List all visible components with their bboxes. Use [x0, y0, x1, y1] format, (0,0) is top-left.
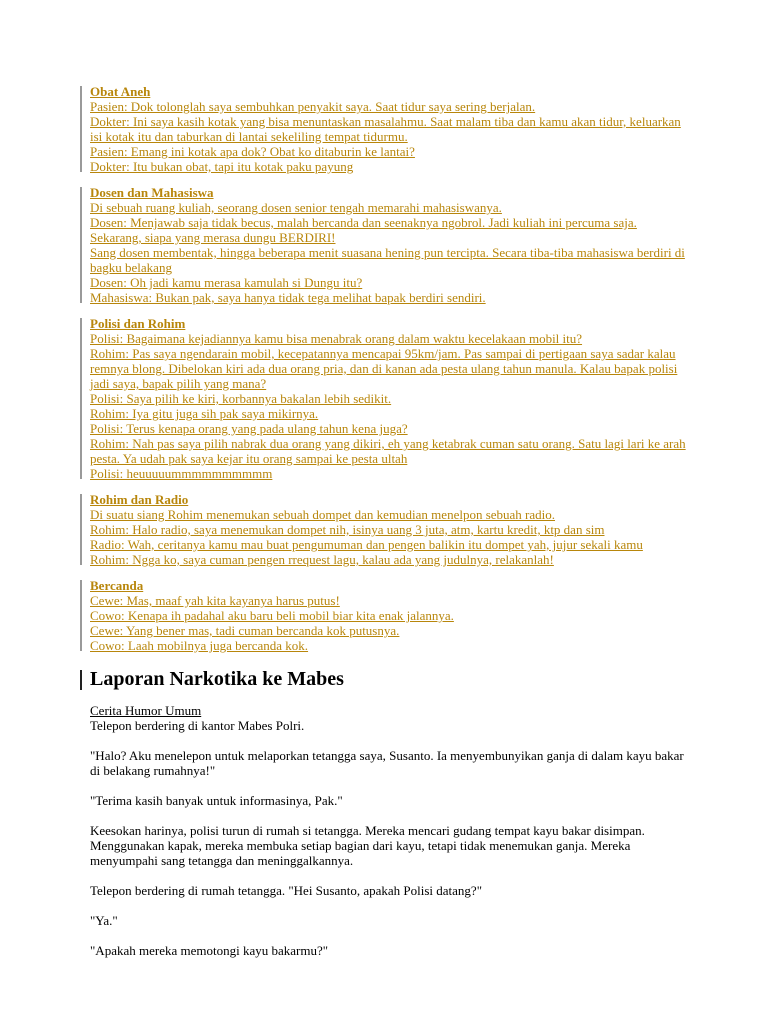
dialog-line[interactable]: Dosen: Oh jadi kamu merasa kamulah si Dungu itu?	[90, 275, 363, 290]
dialog-line[interactable]: Dosen: Menjawab saja tidak becus, malah bercanda dan seenaknya ngobrol. Jadi kuliah ini percuma saja. Sekarang, siapa yang merasa dungu BERDIRI!	[90, 215, 637, 245]
dialog-line[interactable]: Rohim: Ngga ko, saya cuman pengen rrequest lagu, kalau ada yang judulnya, relakanlah!	[90, 552, 554, 567]
joke-section-bercanda	[78, 578, 688, 653]
dialog-line[interactable]: Di suatu siang Rohim menemukan sebuah dompet dan kemudian menelpon sebuah radio.	[90, 507, 556, 522]
section-title[interactable]: Polisi dan Rohim	[90, 316, 186, 331]
dialog-line[interactable]: Cewe: Mas, maaf yah kita kayanya harus putus!	[90, 593, 340, 608]
article-paragraph: Telepon berdering di kantor Mabes Polri.	[90, 718, 305, 733]
dialog-line[interactable]: Rohim: Nah pas saya pilih nabrak dua orang yang dikiri, eh yang ketabrak cuman satu orang. Satu lagi lari ke arah pesta. Ya udah pak saya kejar itu orang sampai ke pesta ultah	[90, 436, 686, 466]
document-page	[78, 84, 688, 973]
section-title[interactable]: Bercanda	[90, 578, 144, 593]
article-body	[78, 703, 688, 958]
dialog-line[interactable]: Cowo: Kenapa ih padahal aku baru beli mobil biar kita enak jalannya.	[90, 608, 454, 623]
article-paragraph: "Ya."	[90, 913, 118, 928]
dialog-line[interactable]: Pasien: Emang ini kotak apa dok? Obat ko ditaburin ke lantai?	[90, 144, 415, 159]
section-title[interactable]: Obat Aneh	[90, 84, 151, 99]
dialog-line[interactable]: Rohim: Halo radio, saya menemukan dompet nih, isinya uang 3 juta, atm, kartu kredit, ktp dan sim	[90, 522, 605, 537]
article-header	[78, 667, 688, 691]
joke-section-obat-aneh	[78, 84, 688, 174]
article-paragraph: "Terima kasih banyak untuk informasinya, Pak."	[90, 793, 343, 808]
article-paragraph: "Apakah mereka memotongi kayu bakarmu?"	[90, 943, 329, 958]
dialog-line[interactable]: Pasien: Dok tolonglah saya sembuhkan penyakit saya. Saat tidur saya sering berjalan.	[90, 99, 536, 114]
dialog-line[interactable]: Rohim: Pas saya ngendarain mobil, kecepatannya mencapai 95km/jam. Pas sampai di pertigaan saya sadar kalau remnya blong. Dibelokan kiri ada dua orang pria, dan di kanan ada pesta ulang tahun manula. Kalau bapak polisi jadi saya, bapak pilih yang mana?	[90, 346, 678, 391]
joke-section-polisi	[78, 316, 688, 481]
article-paragraph: "Halo? Aku menelepon untuk melaporkan tetangga saya, Susanto. Ia menyembunyikan ganja di dalam kayu bakar di belakang rumahnya!"	[90, 748, 684, 778]
dialog-line[interactable]: Mahasiswa: Bukan pak, saya hanya tidak tega melihat bapak berdiri sendiri.	[90, 290, 486, 305]
article-paragraph: Telepon berdering di rumah tetangga. "Hei Susanto, apakah Polisi datang?"	[90, 883, 483, 898]
dialog-line[interactable]: Cowo: Laah mobilnya juga bercanda kok.	[90, 638, 309, 653]
section-title[interactable]: Dosen dan Mahasiswa	[90, 185, 214, 200]
dialog-line[interactable]: Rohim: Iya gitu juga sih pak saya mikirnya.	[90, 406, 319, 421]
article-paragraph: Keesokan harinya, polisi turun di rumah si tetangga. Mereka mencari gudang tempat kayu bakar disimpan. Menggunakan kapak, mereka membuka setiap bagian dari kayu, tetapi tidak menemukan ganja. Mereka menyumpahi sang tetangga dan meninggalkannya.	[90, 823, 645, 868]
joke-section-dosen	[78, 185, 688, 305]
dialog-line[interactable]: Dokter: Itu bukan obat, tapi itu kotak paku payung	[90, 159, 354, 174]
dialog-line[interactable]: Polisi: Saya pilih ke kiri, korbannya bakalan lebih sedikit.	[90, 391, 392, 406]
section-title[interactable]: Rohim dan Radio	[90, 492, 189, 507]
article-category[interactable]: Cerita Humor Umum	[90, 703, 202, 718]
dialog-line[interactable]: Dokter: Ini saya kasih kotak yang bisa menuntaskan masalahmu. Saat malam tiba dan kamu akan tidur, keluarkan isi kotak itu dan taburkan di lantai sekeliling tempat tidurmu.	[90, 114, 681, 144]
dialog-line[interactable]: Polisi: Bagaimana kejadiannya kamu bisa menabrak orang dalam waktu kecelakaan mobil itu?	[90, 331, 583, 346]
dialog-line[interactable]: Cewe: Yang bener mas, tadi cuman bercanda kok putusnya.	[90, 623, 400, 638]
dialog-line[interactable]: Di sebuah ruang kuliah, seorang dosen senior tengah memarahi mahasiswanya.	[90, 200, 502, 215]
article-title: Laporan Narkotika ke Mabes	[90, 668, 344, 690]
joke-section-radio	[78, 492, 688, 567]
dialog-line[interactable]: Polisi: heuuuuummmmmmmmmm	[90, 466, 273, 481]
dialog-line[interactable]: Radio: Wah, ceritanya kamu mau buat pengumuman dan pengen balikin itu dompet yah, jujur sekali kamu	[90, 537, 643, 552]
dialog-line[interactable]: Sang dosen membentak, hingga beberapa menit suasana hening pun tercipta. Secara tiba-tiba mahasiswa berdiri di bagku belakang	[90, 245, 685, 275]
dialog-line[interactable]: Polisi: Terus kenapa orang yang pada ulang tahun kena juga?	[90, 421, 408, 436]
